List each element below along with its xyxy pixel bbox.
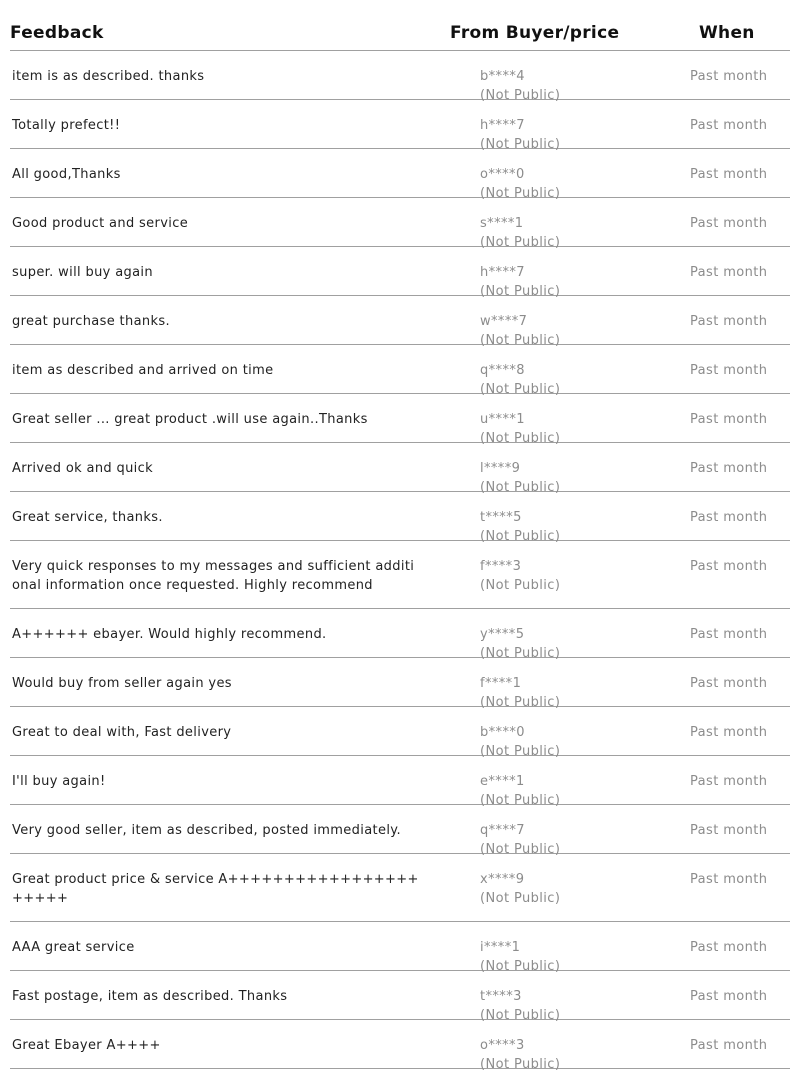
- not-public-label: (Not Public): [480, 1008, 561, 1023]
- header-when: When: [699, 23, 755, 43]
- feedback-text: A++++++ ebayer. Would highly recommend.: [12, 627, 327, 642]
- table-row: [10, 51, 790, 103]
- buyer-id: w****7: [480, 314, 528, 329]
- feedback-text: All good,Thanks: [12, 167, 121, 182]
- buyer-id: u****1: [480, 412, 525, 427]
- table-row: [10, 658, 790, 710]
- table-row: [10, 922, 790, 974]
- when-text: Past month: [690, 989, 768, 1004]
- table-row: [10, 149, 790, 201]
- when-text: Past month: [690, 363, 768, 378]
- buyer-id: y****5: [480, 627, 525, 642]
- table-row: [10, 492, 790, 544]
- not-public-label: (Not Public): [480, 959, 561, 974]
- when-text: Past month: [690, 627, 768, 642]
- table-row: [10, 198, 790, 250]
- table-header: [10, 20, 790, 51]
- when-text: Past month: [690, 872, 768, 887]
- feedback-text: Great Ebayer A++++: [12, 1038, 161, 1053]
- table-row: [10, 100, 790, 152]
- feedback-text: item as described and arrived on time: [12, 363, 274, 378]
- feedback-text: great purchase thanks.: [12, 314, 170, 329]
- buyer-id: s****1: [480, 216, 524, 231]
- not-public-label: (Not Public): [480, 382, 561, 397]
- table-row: [10, 805, 790, 857]
- buyer-cell: [480, 870, 560, 908]
- header-buyer-price: From Buyer/price: [450, 23, 620, 43]
- buyer-id: q****7: [480, 823, 525, 838]
- when-text: Past month: [690, 167, 768, 182]
- buyer-id: t****3: [480, 989, 522, 1004]
- when-text: Past month: [690, 774, 768, 789]
- when-text: Past month: [690, 823, 768, 838]
- buyer-cell: [480, 1036, 560, 1074]
- buyer-id: f****3: [480, 559, 522, 574]
- not-public-label: (Not Public): [480, 137, 561, 152]
- table-row: [10, 345, 790, 397]
- not-public-label: (Not Public): [480, 333, 561, 348]
- buyer-id: o****0: [480, 167, 525, 182]
- buyer-id: i****1: [480, 940, 521, 955]
- header-feedback: Feedback: [10, 23, 104, 43]
- buyer-id: o****3: [480, 1038, 525, 1053]
- when-text: Past month: [690, 265, 768, 280]
- feedback-text: Totally prefect!!: [12, 118, 121, 133]
- feedback-text: Great product price & service A++++++++++++++++++++++: [12, 872, 419, 906]
- table-row: [10, 1020, 790, 1072]
- buyer-id: b****0: [480, 725, 525, 740]
- when-text: Past month: [690, 940, 768, 955]
- buyer-id: x****9: [480, 872, 525, 887]
- not-public-label: (Not Public): [480, 88, 561, 103]
- table-row: [10, 443, 790, 495]
- table-row: [10, 609, 790, 661]
- buyer-id: e****1: [480, 774, 525, 789]
- when-text: Past month: [690, 314, 768, 329]
- feedback-text: Very quick responses to my messages and sufficient additional information once requested. Highly recommend: [12, 559, 415, 593]
- when-text: Past month: [690, 412, 768, 427]
- not-public-label: (Not Public): [480, 186, 561, 201]
- when-text: Past month: [690, 510, 768, 525]
- table-row: [10, 296, 790, 348]
- buyer-id: f****1: [480, 676, 522, 691]
- buyer-id: h****7: [480, 265, 525, 280]
- feedback-text: Would buy from seller again yes: [12, 676, 232, 691]
- feedback-text: super. will buy again: [12, 265, 153, 280]
- feedback-text: Arrived ok and quick: [12, 461, 154, 476]
- feedback-text: Great service, thanks.: [12, 510, 163, 525]
- not-public-label: (Not Public): [480, 891, 561, 906]
- not-public-label: (Not Public): [480, 431, 561, 446]
- not-public-label: (Not Public): [480, 842, 561, 857]
- not-public-label: (Not Public): [480, 578, 561, 593]
- feedback-text: AAA great service: [12, 940, 135, 955]
- feedback-text: I'll buy again!: [12, 774, 106, 789]
- table-row: [10, 541, 790, 609]
- not-public-label: (Not Public): [480, 695, 561, 710]
- table-row: [10, 756, 790, 808]
- not-public-label: (Not Public): [480, 529, 561, 544]
- buyer-id: b****4: [480, 69, 525, 84]
- feedback-text: item is as described. thanks: [12, 69, 205, 84]
- table-row: [10, 971, 790, 1023]
- when-text: Past month: [690, 725, 768, 740]
- when-text: Past month: [690, 676, 768, 691]
- not-public-label: (Not Public): [480, 480, 561, 495]
- not-public-label: (Not Public): [480, 1057, 561, 1072]
- when-text: Past month: [690, 216, 768, 231]
- table-row: [10, 247, 790, 299]
- not-public-label: (Not Public): [480, 646, 561, 661]
- not-public-label: (Not Public): [480, 235, 561, 250]
- when-text: Past month: [690, 118, 768, 133]
- feedback-table: [10, 0, 790, 1072]
- feedback-text: Great seller ... great product .will use again..Thanks: [12, 412, 368, 427]
- buyer-id: q****8: [480, 363, 525, 378]
- when-text: Past month: [690, 1038, 768, 1053]
- when-text: Past month: [690, 69, 768, 84]
- feedback-text: Good product and service: [12, 216, 189, 231]
- table-row: [10, 854, 790, 922]
- not-public-label: (Not Public): [480, 793, 561, 808]
- buyer-id: t****5: [480, 510, 522, 525]
- table-row: [10, 394, 790, 446]
- buyer-id: l****9: [480, 461, 521, 476]
- feedback-text: Very good seller, item as described, posted immediately.: [12, 823, 401, 838]
- buyer-id: h****7: [480, 118, 525, 133]
- buyer-cell: [480, 557, 560, 595]
- not-public-label: (Not Public): [480, 284, 561, 299]
- table-row: [10, 707, 790, 759]
- feedback-text: Great to deal with, Fast delivery: [12, 725, 232, 740]
- when-text: Past month: [690, 461, 768, 476]
- feedback-text: Fast postage, item as described. Thanks: [12, 989, 288, 1004]
- not-public-label: (Not Public): [480, 744, 561, 759]
- when-text: Past month: [690, 559, 768, 574]
